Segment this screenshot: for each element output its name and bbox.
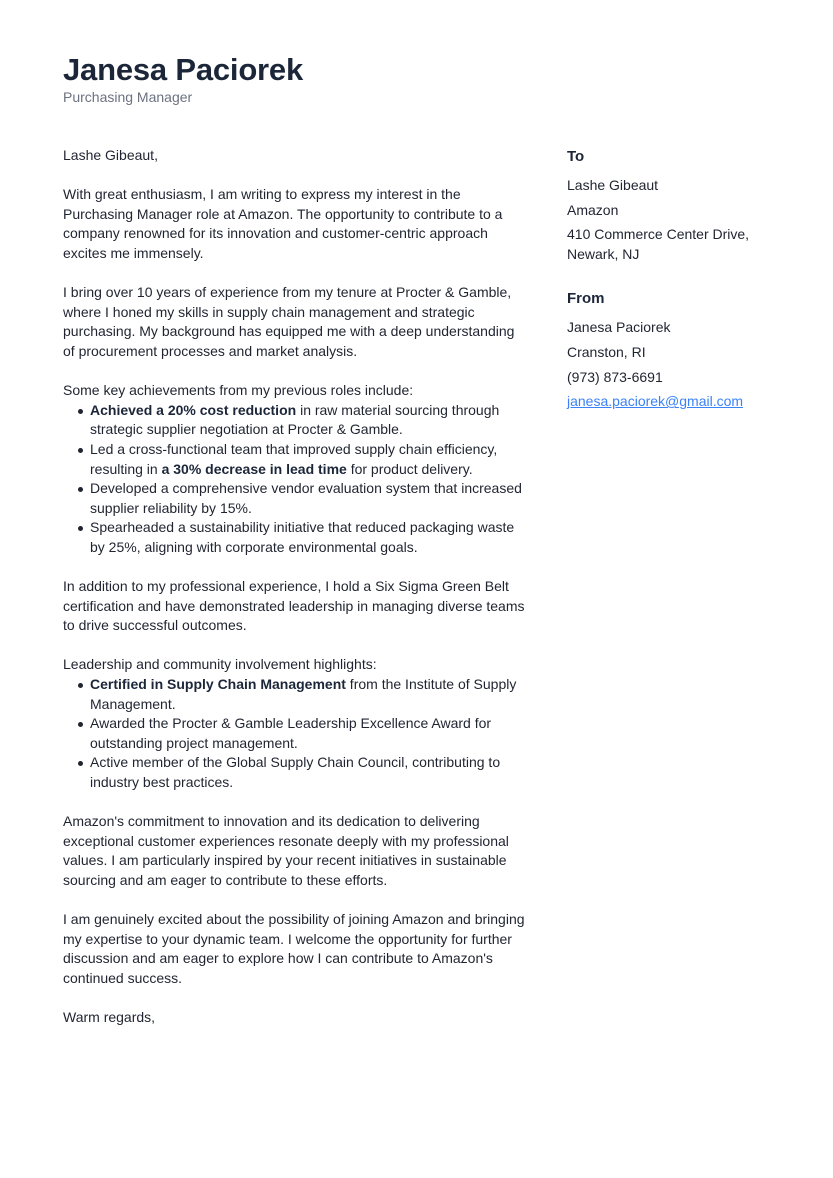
list-item <box>90 675 528 714</box>
sender-name: Janesa Paciorek <box>567 319 671 336</box>
sender-phone: (973) 873-6691 <box>567 368 663 385</box>
leadership-intro: Leadership and community involvement highlights: <box>63 656 377 673</box>
list-item <box>90 440 528 479</box>
list-item <box>90 753 528 792</box>
paragraph-intro: With great enthusiasm, I am writing to express my interest in the Purchasing Manager role at Amazon. The opportunity to contribute to a company renowned for its innovation and customer-centric approach excites me immensely. <box>63 186 503 261</box>
paragraph-experience: I bring over 10 years of experience from my tenure at Procter & Gamble, where I honed my skills in supply chain management and strategic purchasing. My background has equipped me with a deep understanding of procurement processes and market analysis. <box>63 284 515 359</box>
list-item-text: in raw material sourcing through strategic supplier negotiation at Procter & Gamble. <box>90 401 500 438</box>
sender-email-link[interactable]: janesa.paciorek@gmail.com <box>567 393 744 410</box>
recipient-block <box>567 147 797 264</box>
achievements-intro: Some key achievements from my previous roles include: <box>63 382 414 399</box>
contact-sidebar <box>567 147 797 437</box>
list-item-text: Awarded the Procter & Gamble Leadership Excellence Award for outstanding project management. <box>90 715 492 751</box>
letter-header <box>63 52 303 106</box>
recipient-company: Amazon <box>567 201 619 218</box>
list-item <box>90 518 528 557</box>
paragraph-company-fit: Amazon's commitment to innovation and its dedication to delivering exceptional customer experiences resonate deeply with my professional values. I am particularly inspired by your recent initiatives in sustainable sourcing and am eager to contribute to these efforts. <box>63 813 509 888</box>
list-item-text: Spearheaded a sustainability initiative that reduced packaging waste by 25%, aligning with corporate environmental goals. <box>90 519 515 555</box>
list-item-bold: Achieved a 20% cost reduction <box>90 401 297 418</box>
recipient-name: Lashe Gibeaut <box>567 177 659 193</box>
sender-heading: From <box>567 290 605 308</box>
sender-name-heading: Janesa Paciorek <box>63 52 304 87</box>
list-item <box>90 479 528 518</box>
list-item <box>90 714 528 753</box>
list-item-text: from the Institute of Supply Management. <box>90 676 517 712</box>
recipient-address: 410 Commerce Center Drive, Newark, NJ <box>567 226 750 262</box>
closing-salutation: Warm regards, <box>63 1009 156 1026</box>
list-item-bold: a 30% decrease in lead time <box>161 460 347 477</box>
sender-email-row <box>567 392 797 412</box>
sender-location: Cranston, RI <box>567 343 646 360</box>
list-item-text: Active member of the Global Supply Chain Council, contributing to industry best practices. <box>90 754 501 790</box>
paragraph-certification: In addition to my professional experience, I hold a Six Sigma Green Belt certification and have demonstrated leadership in managing diverse teams to drive successful outcomes. <box>63 578 525 634</box>
list-item-text: Developed a comprehensive vendor evaluation system that increased supplier reliability by 15%. <box>90 480 522 516</box>
list-item-text: for product delivery. <box>346 460 473 477</box>
paragraph-closing-remarks: I am genuinely excited about the possibility of joining Amazon and bringing my expertise to your dynamic team. I welcome the opportunity for further discussion and am eager to explore how I can contribute to Amazon's continued success. <box>63 911 525 986</box>
sender-job-title: Purchasing Manager <box>63 89 193 105</box>
recipient-heading: To <box>567 148 585 165</box>
list-item-bold: Certified in Supply Chain Management <box>90 676 346 693</box>
leadership-list <box>63 675 528 793</box>
list-item <box>90 401 528 440</box>
achievements-list <box>63 401 528 558</box>
salutation: Lashe Gibeaut, <box>63 147 158 163</box>
sender-block <box>567 289 797 411</box>
list-item-text: Led a cross-functional team that improved supply chain efficiency, resulting in <box>90 440 498 477</box>
letter-body <box>63 146 528 1047</box>
